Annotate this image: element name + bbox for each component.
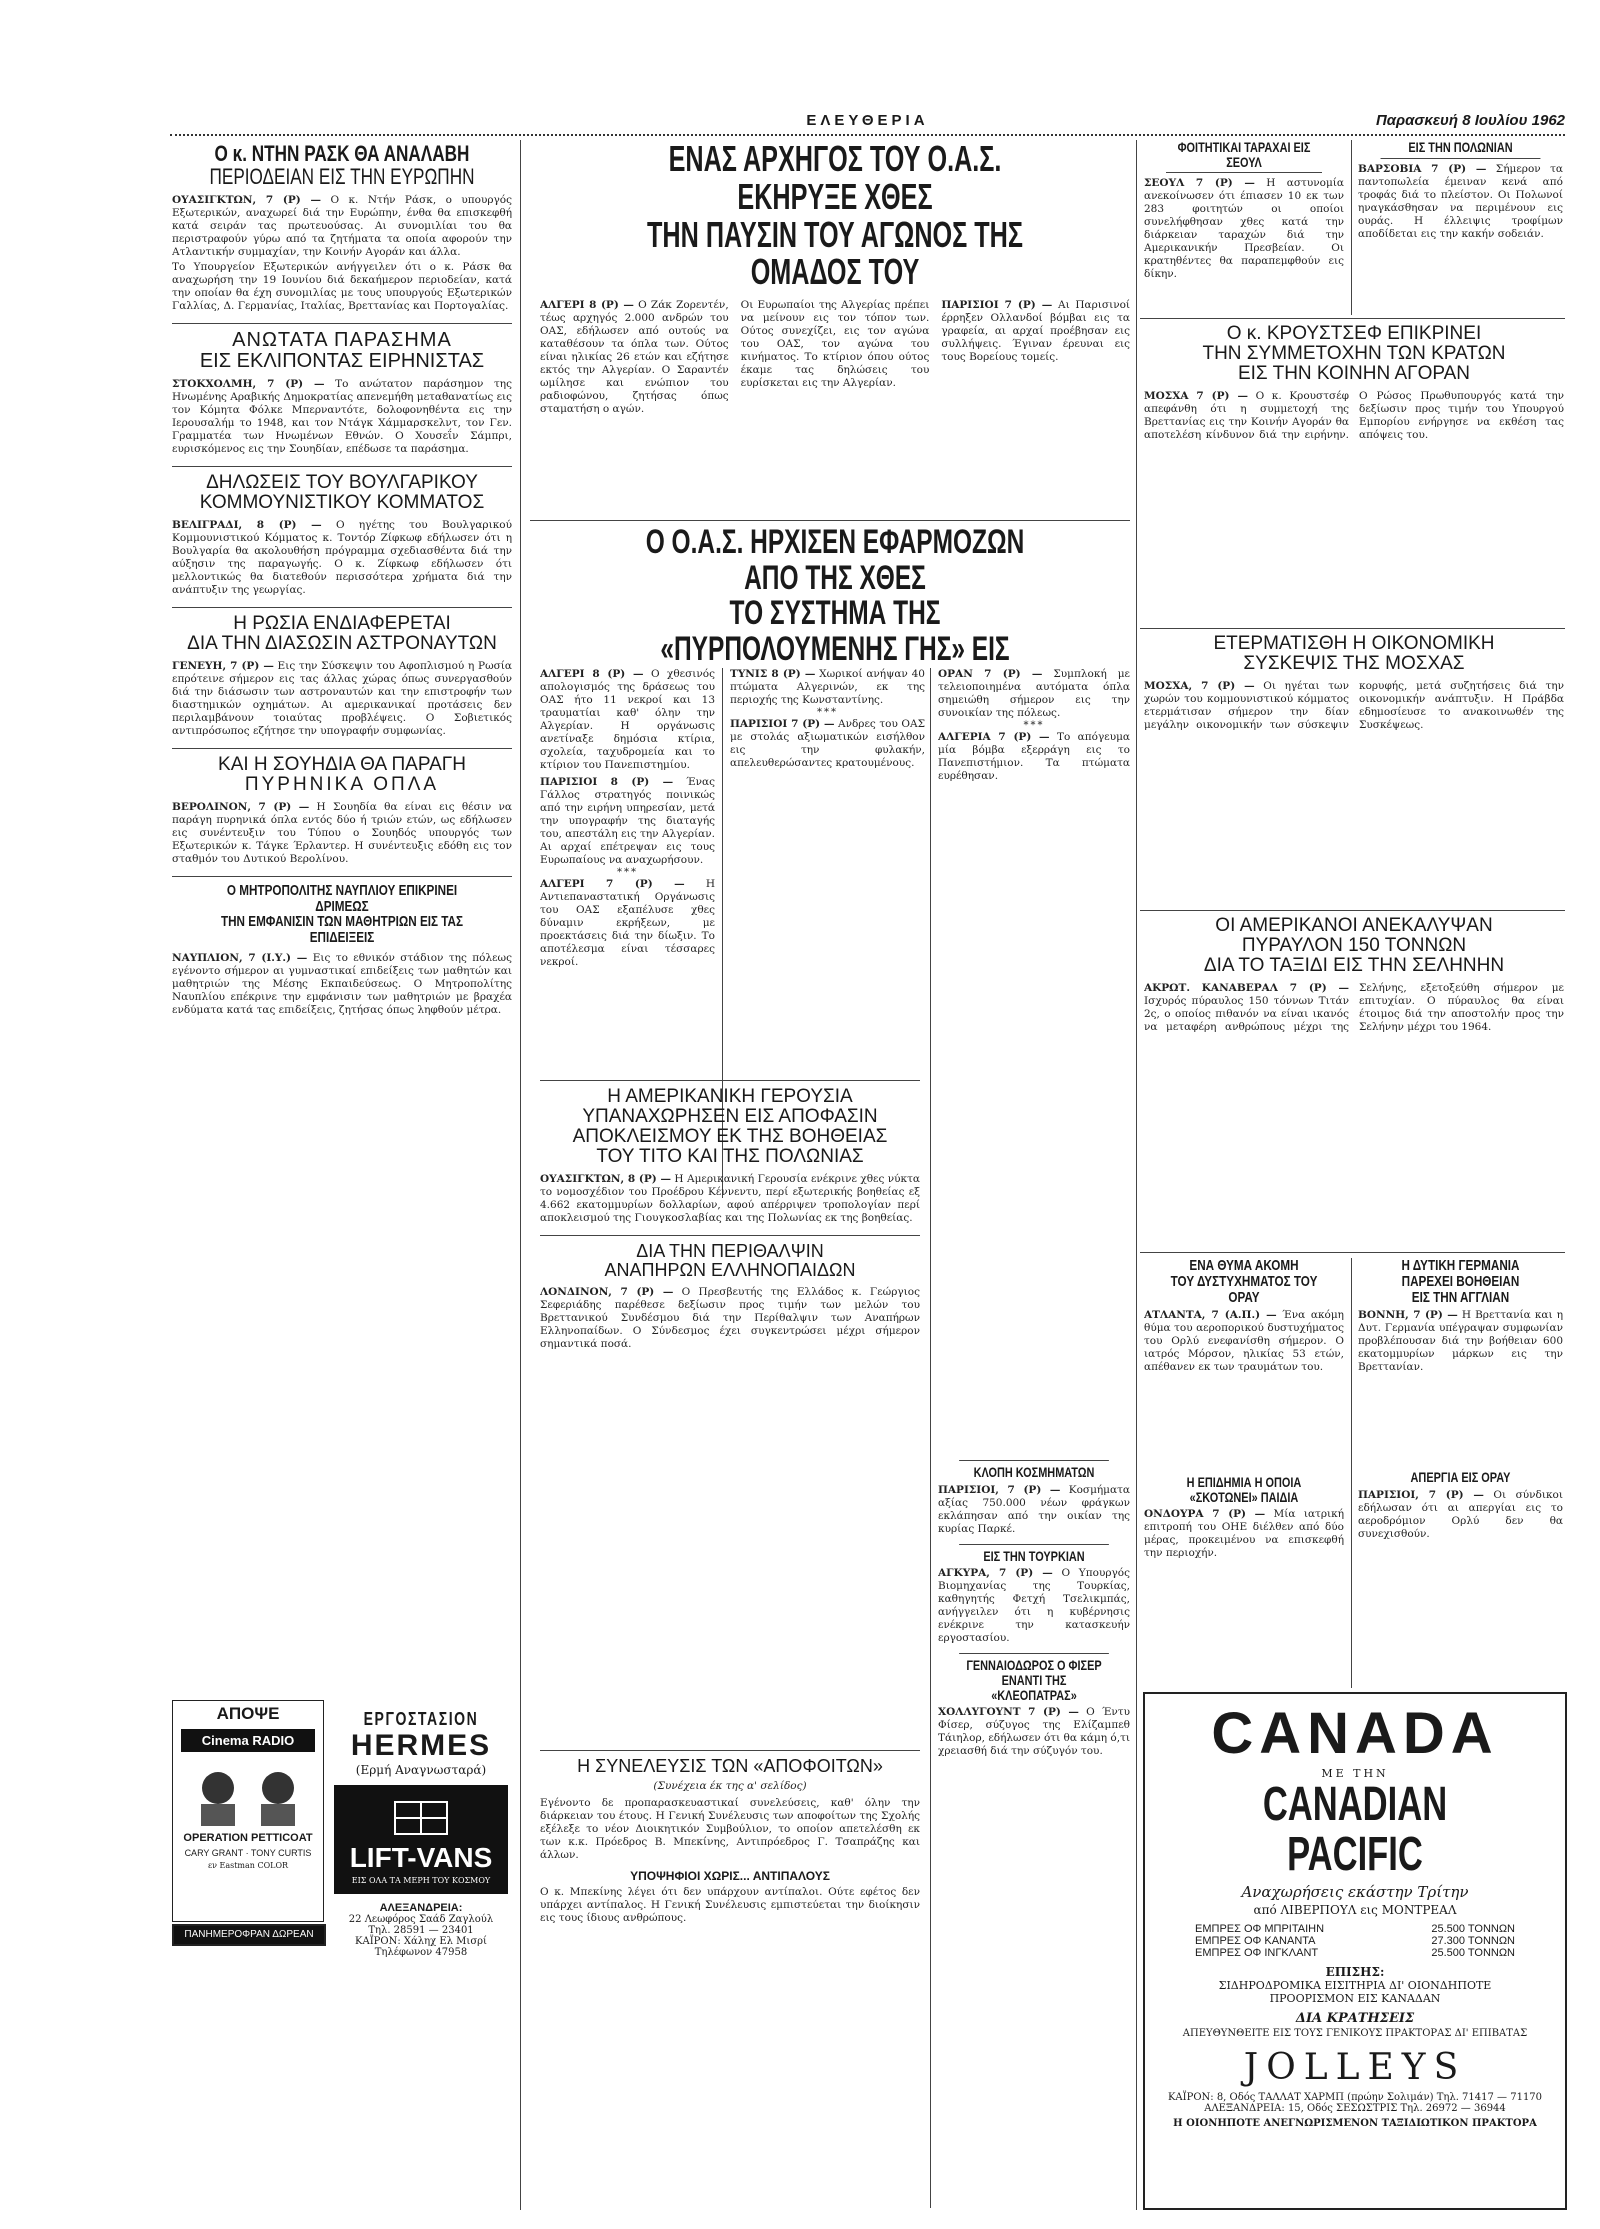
dateline: ΒΕΡΟΛΙΝΟΝ, 7 (Ρ) —	[172, 800, 310, 813]
article-text: Ο χθεσινός απολογισμός της δράσεως του ΟΑΣ ήτο 11 νεκροί και 13 τραυματίαι καθ' όλην την Αλγερίαν. Η οργάνωσις ανετίναξε δημόσια κτίρια, σχολεία, ταχυδρομεία και το κτίριον του Πανεπιστημίου.	[540, 668, 715, 771]
dateline: ΛΟΝΔΙΝΟΝ, 7 (Ρ) —	[540, 1285, 674, 1298]
article-scorched-2	[540, 776, 715, 867]
dateline: ΑΓΚΥΡΑ, 7 (Ρ) —	[938, 1567, 1053, 1580]
headline-scorched-earth-sub: ΤΟ ΣΥΣΤΗΜΑ ΤΗΣ «ΠΥΡΠΟΛΟΥΜΕΝΗΣ ΓΗΣ» ΕΙΣ	[660, 594, 1010, 665]
continued-note: (Συνέχεια έκ της α' σελίδος)	[653, 1779, 807, 1792]
ship-list	[1195, 1923, 1515, 1959]
headline-orly-victim: ΕΝΑ ΘΥΜΑ ΑΚΟΜΗ	[1189, 1258, 1299, 1274]
column-rule	[1351, 1258, 1352, 1688]
hermes-address-city: ΑΛΕΞΑΝΔΡΕΙΑ:	[379, 1901, 463, 1914]
ship-tonnage: 25.500 ΤΟΝΝΩΝ	[1431, 1946, 1515, 1959]
headline-orly-victim-sub: ΤΟΥ ΔΥΣΤΥΧΗΜΑΤΟΣ ΤΟΥ ΟΡΑΥ	[1170, 1272, 1318, 1306]
canadian-pacific-ad	[1143, 1692, 1567, 2210]
headline-senate-3: ΑΠΟΚΛΕΙΣΜΟΥ ΕΚ ΤΗΣ ΒΟΗΘΕΙΑΣ	[572, 1125, 888, 1147]
headline-jewels: ΚΛΟΠΗ ΚΟΣΜΗΜΑΤΩΝ	[959, 1460, 1109, 1480]
headline-sweden-sub: ΠΥΡΗΝΙΚΑ ΟΠΛΑ	[244, 773, 440, 795]
paper-name: ΕΛΕΥΘΕΡΙΑ	[806, 112, 929, 129]
film-title: OPERATION PETTICOAT	[183, 1831, 313, 1844]
column-rule	[1351, 140, 1352, 315]
article-candidates: Ο κ. Μπεκίνης λέγει ότι δεν υπάρχουν αντίπαλοι. Ούτε εφέτος δεν υπάρχει αντίπαλος. Η Γενική Συνέλευσις εμπιστεύεται την διοίκησιν εις τους ίδιους ανθρώπους.	[540, 1886, 920, 1925]
liftvans-box	[334, 1785, 508, 1894]
headline-rocket-3: ΔΙΑ ΤΟ ΤΑΞΙΔΙ ΕΙΣ ΤΗΝ ΣΕΛΗΝΗΝ	[1203, 954, 1505, 976]
headline-west-germany-3: ΕΙΣ ΤΗΝ ΑΓΓΛΙΑΝ	[1411, 1288, 1510, 1306]
divider	[172, 466, 512, 467]
ad-footer: Η ΟΙΟΝΗΠΟΤΕ ΑΝΕΓΝΩΡΙΣΜΕΝΟΝ ΤΑΞΙΔΙΩΤΙΚΟΝ ΠΡΑΚΤΟΡΑ	[1173, 2117, 1537, 2129]
article-seoul	[1144, 177, 1344, 281]
headline-bulgarian-sub: ΚΟΜΜΟΥΝΙΣΤΙΚΟΥ ΚΟΜΜΑΤΟΣ	[199, 492, 485, 514]
right-orly-victim	[1144, 1258, 1344, 1468]
headline-rusk: Ο κ. ΝΤΗΝ ΡΑΣΚ ΘΑ ΑΝΑΛΑΒΗ	[214, 141, 470, 166]
divider	[1140, 1252, 1565, 1253]
headline-fisher-sub: ΕΝΑΝΤΙ ΤΗΣ «ΚΛΕΟΠΑΤΡΑΣ»	[991, 1672, 1077, 1703]
headline-epidemic-sub: «ΣΚΟΤΩΝΕΙ» ΠΑΙΔΙΑ	[1189, 1488, 1299, 1505]
divider	[540, 1080, 920, 1081]
divider	[172, 323, 512, 324]
dateline: ΟΡΑΝ 7 (Ρ) —	[938, 668, 1043, 680]
right-west-germany	[1358, 1258, 1563, 1458]
hermes-address-phone: Τηλ. 28591 — 23401	[368, 1924, 474, 1936]
article-paris-prison	[730, 718, 925, 770]
dateline: ΒΑΡΣΟΒΙΑ 7 (Ρ) —	[1358, 162, 1487, 175]
article-epidemic	[1144, 1508, 1344, 1560]
divider	[1140, 910, 1565, 911]
free-banner: ΠΑΝΗΜΕΡΟΦΡΑΝ ΔΩΡΕΑΝ	[172, 1924, 326, 1946]
issue-date: Παρασκευή 8 Ιουλίου 1962	[1375, 112, 1565, 129]
center-headline-2	[540, 525, 1130, 665]
hermes-sub: (Ερμή Αναγνωσταρά)	[355, 1762, 487, 1777]
divider	[540, 1750, 920, 1751]
ad-canada-title: CANADA	[1211, 1701, 1499, 1766]
article-text: Συμπλοκή με τελειοποιημένα αυτόματα όπλα σημειώθη σήμερον εις την συνοικίαν της πόλεως.	[938, 668, 1130, 719]
article-text: Σήμερον τα παντοπωλεία έμειναν κενά από τροφάς διά το πλείστον. Οι Πολωνοί ηναγκάσθησαν να περιμένουν εις ουράς. Η έλλειψις τροφίμων αποδίδεται εις την κακήν σοδειάν.	[1358, 162, 1563, 240]
dateline: ΠΑΡΙΣΙΟΙ, 7 (Ρ) —	[938, 1483, 1061, 1496]
article-text: Εις το εθνικόν στάδιον της πόλεως εγένοντο σήμερον αι γυμναστικαί επιδείξεις των μαθητών και μαθητριών της Μέσης Εκπαιδεύσεως. Ο Μητροπολίτης Ναυπλίου επέκρινε την εμφάνισιν των μαθητριών με βραχέα ενδύματα κατά τας επιδείξεις, ζητήσας όπως ληφθούν μέτρα.	[172, 951, 512, 1016]
article-text: Ο κ. Κρουστσέφ απεφάνθη ότι η συμμετοχή της Βρεττανίας εις την Κοινήν Αγοράν θα αποτελέση κίνδυνον διά την ειρήνην. Ο Ρώσος Πρωθυπουργός κατά την δεξίωσιν προς τιμήν του Υπουργού Εμπορίου ενήργησε να εκθέση τας απόψεις του.	[1144, 389, 1564, 441]
dateline: ΟΥΑΣΙΓΚΤΩΝ, 7 (Ρ) —	[172, 194, 322, 207]
ship-name: ΕΜΠΡΕΣ ΟΦ ΚΑΝΑΝΤΑ	[1195, 1934, 1316, 1947]
dateline: ΑΚΡΩΤ. ΚΑΝΑΒΕΡΑΛ 7 (Ρ) —	[1144, 981, 1349, 994]
headline-graduates: Η ΣΥΝΕΛΕΥΣΙΣ ΤΩΝ «ΑΠΟΦΟΙΤΩΝ»	[577, 1756, 883, 1776]
article-text: Ο Ζάκ Ζορεντέν, τέως αρχηγός 2.000 ανδρών του ΟΑΣ, εδήλωσεν από ουτούς να καταθέσουν τα όπλα των. Ούτος είναι ηλικίας 26 ετών και εζήτησε εκτός την Αλγερίαν. Ο Σαραντέν ωμίλησε και ενώπιον του ραδιοφώνου, ζητήσας όπως σταματήση ο αγών.	[540, 299, 729, 416]
dateline: ΤΥΝΙΣ 8 (Ρ) —	[730, 668, 816, 680]
article-text: Ισχυρός πύραυλος 150 τόννων Τιτάν 2ς, ο οποίος πιθανόν να είναι ικανός να μεταφέρη ανθρώπους μέχρι της Σελήνης, εξετοξεύθη σήμερον με επιτυχίαν. Ο πύραυλος θα είναι έτοιμος διά την αποστολήν προς την Σελήνην μέχρι του 1964.	[1144, 981, 1564, 1033]
headline-orly-strike: ΑΠΕΡΓΙΑ ΕΙΣ ΟΡΑΥ	[1410, 1470, 1511, 1485]
dateline: ΣΕΟΥΛ 7 (Ρ) —	[1144, 177, 1255, 190]
hermes-name: HERMES	[350, 1728, 492, 1762]
film-poster-illustration	[183, 1758, 313, 1828]
headline-medals-sub: ΕΙΣ ΕΚΛΙΠΟΝΤΑΣ ΕΙΡΗΝΙΣΤΑΣ	[199, 350, 485, 373]
ad-rail-1: ΣΙΔΗΡΟΔΡΟΜΙΚΑ ΕΙΣΙΤΗΡΙΑ ΔΙ' ΟΙΟΝΔΗΠΟΤΕ	[1218, 1978, 1492, 1992]
ad-with: ΜΕ ΤΗΝ	[1321, 1767, 1389, 1780]
headline-disabled-children: ΔΙΑ ΤΗΝ ΠΕΡΙΘΑΛΨΙΝ	[636, 1240, 824, 1261]
dateline: ΜΟΣΧΑ, 7 (Ρ) —	[1144, 679, 1255, 692]
dateline: ΣΤΟΚΧΟΛΜΗ, 7 (Ρ) —	[172, 378, 325, 391]
separator-stars: ***	[617, 867, 638, 878]
article-oas-1	[540, 299, 729, 416]
ad-rail-2: ΠΡΟΟΡΙΣΜΟΝ ΕΙΣ ΚΑΝΑΔΑΝ	[1269, 1991, 1441, 2005]
right-khrushchev	[1144, 324, 1564, 624]
dateline: ΟΥΑΣΙΓΚΤΩΝ, 8 (Ρ) —	[540, 1172, 671, 1185]
cinema-name: Cinema RADIO	[181, 1729, 315, 1752]
article-oran	[938, 668, 1130, 720]
dateline: ΟΝΔΟΥΡΑ 7 (Ρ) —	[1144, 1508, 1266, 1521]
right-seoul	[1144, 140, 1344, 320]
separator-stars: ***	[1023, 720, 1045, 731]
ad-address-cairo: ΚΑΪΡΟΝ: 8, Οδός ΤΑΛΛΑΤ ΧΑΡΜΠ (πρώην Σολιμάν) Τηλ. 71417 — 71170	[1167, 2091, 1543, 2103]
ad-also: ΕΠΙΣΗΣ:	[1325, 1964, 1385, 1979]
article-bulgarian	[172, 519, 512, 597]
right-poland	[1358, 140, 1563, 320]
headline-khrushchev: Ο κ. ΚΡΟΥΣΤΣΕΦ ΕΠΙΚΡΙΝΕΙ	[1226, 324, 1482, 344]
right-rocket	[1144, 916, 1564, 1236]
headline-moscow-conference: ΕΤΕΡΜΑΤΙΣΘΗ Η ΟΙΚΟΝΟΜΙΚΗ	[1213, 634, 1495, 654]
article-orly-strike	[1358, 1489, 1563, 1541]
dateline: ΑΛΓΕΡΙ 7 (Ρ) —	[540, 878, 685, 890]
headline-senate: Η ΑΜΕΡΙΚΑΝΙΚΗ ΓΕΡΟΥΣΙΑ	[607, 1086, 853, 1107]
headline-khrushchev-2: ΤΗΝ ΣΥΜΜΕΤΟΧΗΝ ΤΩΝ ΚΡΑΤΩΝ	[1202, 342, 1506, 364]
ship-row	[1195, 1935, 1515, 1947]
headline-nafplio: Ο ΜΗΤΡΟΠΟΛΙΤΗΣ ΝΑΥΠΛΙΟΥ ΕΠΙΚΡΙΝΕΙ ΔΡΙΜΕΩΣ	[226, 881, 458, 915]
article-nafplio	[172, 952, 512, 1017]
ad-contact: ΑΠΕΥΘΥΝΘΕΙΤΕ ΕΙΣ ΤΟΥΣ ΓΕΝΙΚΟΥΣ ΠΡΑΚΤΟΡΑΣ ΔΙ' ΕΠΙΒΑΤΑΣ	[1182, 2027, 1528, 2039]
ad-route: από ΛΙΒΕΡΠΟΥΛ εις ΜΟΝΤΡΕΑΛ	[1253, 1902, 1457, 1917]
article-oas-2: Οι Ευρωπαίοι της Αλγερίας πρέπει να μείνουν εις τον τόπον των. Ούτος συνεχίζει, εις τον αγώνα του ΟΑΣ, τον αγώνα του κινήματος. Το κτίριον όπου ούτος έκαμε τας δηλώσεις του ευρίσκεται εις την Αλγερίαν.	[740, 299, 930, 390]
crate-icon	[391, 1794, 451, 1838]
divider	[172, 607, 512, 608]
article-text: Το ανώτατον παράσημον της Ηνωμένης Αραβικής Δημοκρατίας απενεμήθη μεταθανατίως εις τον Κόμητα Φόλκε Μπερναντότε, δολοφονηθέντα εις την Ιερουσαλήμ το 1948, και τον Ντάγκ Χάμμαρσκελντ, τον Γεν. Γραμματέα των Ηνωμένων Εθνών. Ο Χουσεΐν Σάμπρι, ευρισκόμενος εις την Σουηδίαν, επέδωσε τα παράσημα.	[172, 378, 512, 456]
article-text: Αι Παρισινοί έρρηξεν Ολλανδοί βόμβαι εις τα γραφεία, αι αρχαί προέβησαν εις συλλήψεις. Έγιναν έρευναι εις τους Βορείους τομείς.	[941, 299, 1130, 364]
article-khrushchev	[1144, 390, 1564, 442]
film-stars: CARY GRANT · TONY CURTIS	[184, 1847, 312, 1858]
article-scorched-3	[540, 878, 715, 969]
article-text: Οι σύνδικοι εδήλωσαν ότι αι απεργίαι εις το αεροδρόμιον Ορλύ δεν θα συνεχισθούν.	[1358, 1488, 1563, 1540]
dateline: ΑΛΓΕΡΙ 8 (Ρ) —	[540, 299, 634, 312]
center-sub-col-3	[938, 668, 1130, 1198]
dateline: ΠΑΡΙΣΙΟΙ 7 (Ρ) —	[730, 718, 835, 730]
article-disabled-children	[540, 1286, 920, 1351]
article-text: Μία ιατρική επιτροπή του ΟΗΕ διέλθεν από δύο μέρας, προκειμένου να επισκεφθή την περιοχήν.	[1144, 1508, 1344, 1560]
article-text: Ο Πρεσβευτής της Ελλάδος κ. Γεώργιος Σεφεριάδης παρέθεσε δεξίωσιν προς τιμήν των μελών του Βρεττανικού Συνδέσμου διά την Περίθαλψιν των Αναπήρων Ελληνοπαίδων. Ο Σύνδεσμος έχει συγκεντρώσει μέχρι σήμερον σημαντικά ποσά.	[540, 1285, 920, 1350]
article-tunis	[730, 668, 925, 707]
article-orly-victim	[1144, 1309, 1344, 1374]
article-sweden	[172, 801, 512, 866]
dateline: ΑΛΓΕΡΙ 8 (Ρ) —	[540, 668, 644, 680]
headline-rocket-2: ΠΥΡΑΥΛΟΝ 150 ΤΟΝΝΩΝ	[1241, 934, 1467, 956]
divider	[1140, 318, 1565, 319]
article-text: Η Σουηδία θα είναι εις θέσιν να παράγη πυρηνικά όπλα εντός δύο ή τριών ετών, ως εδήλωσεν εις συνέντευξιν του Τύπου ο Σουηδός υπουργός των Εξωτερικών κ. Τάγκε Έρλαντερ. Η συνέντευξις εδόθη εις τον σταθμόν του Δυτικού Βερολίνου.	[172, 800, 512, 865]
article-text: Ανδρες του ΟΑΣ με στολάς αξιωματικών εισήλθον εις την φυλακήν, απελευθερώσαντες κρατουμένους.	[730, 718, 925, 769]
hermes-ad	[330, 1700, 512, 2200]
headline-nafplio-sub: ΤΗΝ ΕΜΦΑΝΙΣΙΝ ΤΩΝ ΜΑΘΗΤΡΙΩΝ ΕΙΣ ΤΑΣ ΕΠΙΔΕΙΞΕΙΣ	[220, 913, 464, 947]
article-medals	[172, 378, 512, 456]
article-rocket	[1144, 982, 1564, 1034]
dateline: ΑΛΓΕΡΙΑ 7 (Ρ) —	[938, 731, 1050, 743]
ship-name: ΕΜΠΡΕΣ ΟΦ ΙΝΓΚΛΑΝΤ	[1195, 1946, 1319, 1959]
article-rusk-2: Το Υπουργείον Εξωτερικών ανήγγειλεν ότι ο κ. Ράσκ θα αναχωρήση την 19 Ιουνίου διά δεκαήμερον περιοδείαν, κατά την οποίαν θα έχη συνομιλίας με τους υπουργούς Εξωτερικών Γαλλίας, Δ. Γερμανίας, Ιταλίας, Βρεττανίας και Πορτογαλίας.	[172, 261, 512, 313]
right-epidemic	[1144, 1475, 1344, 1595]
article-text: Ένα ακόμη θύμα του αεροπορικού δυστυχήματος του Ορλύ ενεφανίσθη σήμερον. Ο ιατρός Μόρσον, ηλικίας 53 ετών, απέθανεν εκ των τραυμάτων του.	[1144, 1309, 1344, 1374]
hermes-address-cairo: ΚΑΪΡΟΝ: Χάληχ Ελ Μισρί	[355, 1935, 487, 1947]
ad-agent: JOLLEYS	[1243, 2046, 1467, 2088]
divider	[530, 520, 1130, 521]
dateline: ΧΟΛΛΥΓΟΥΝΤ 7 (Ρ) —	[938, 1706, 1079, 1719]
dateline: ΠΑΡΙΣΙΟΙ, 7 (Ρ) —	[1358, 1488, 1484, 1501]
headline-rusk-sub: ΠΕΡΙΟΔΕΙΑΝ ΕΙΣ ΤΗΝ ΕΥΡΩΠΗΝ	[209, 164, 475, 190]
headline-medals: ΑΝΩΤΑΤΑ ΠΑΡΑΣΗΜΑ	[232, 329, 452, 352]
film-color: εν Eastman COLOR	[207, 1860, 289, 1870]
article-poland	[1358, 163, 1563, 241]
article-algeria	[938, 731, 1130, 783]
center-graduates	[540, 1750, 920, 2210]
center-senate	[540, 1080, 920, 1440]
article-text: Ένας Γάλλος στρατηγός ποινικώς από την ειρήνη υπηρεσίαν, μετά την υπογραφήν της διαταγής του, απεστάλη εις την Αλγερίαν. Αι αρχαί επέτρεψαν εις τους Ευρωπαίους να αναχωρήσουν.	[540, 776, 715, 866]
liftvans-title: LIFT-VANS	[349, 1841, 493, 1873]
dateline: ΒΟΝΝΗ, 7 (Ρ) —	[1358, 1309, 1458, 1322]
ship-row	[1195, 1923, 1515, 1935]
article-text: Χωρικοί ανήψαν 40 πτώματα Αλγερινών, εκ της περιοχής της Κωνσταντίνης.	[730, 668, 925, 706]
article-text: Η Αμερικανική Γερουσία ενέκρινε χθες νύκτα το νομοσχέδιον του Προέδρου Κέννεντυ, περί εξωτερικής βοηθείας εξ 4.662 εκατομμυρίων δολλαρίων, αφού απέρριψεν τροπολογίαν περί αποκλεισμού της Γιουγκοσλαβίας και της Πολωνίας εκ της βοηθείας.	[540, 1172, 920, 1224]
ship-tonnage: 27.300 ΤΟΝΝΩΝ	[1431, 1934, 1515, 1947]
article-west-germany	[1358, 1309, 1563, 1374]
ad-bookings: ΔΙΑ ΚΡΑΤΗΣΕΙΣ	[1295, 2010, 1415, 2026]
article-fisher	[938, 1706, 1130, 1758]
divider	[172, 748, 512, 749]
article-text: Η Αντιεπαναστατική Οργάνωσις του ΟΑΣ εξαπέλυσε χθες δύναμιν εκρήξεων, με προεκτάσεις διά την δίωξιν. Το αποτέλεσμα είναι τέσσαρες νεκροί.	[540, 878, 715, 968]
hermes-address-phone-2: Τηλέφωνον 47958	[374, 1946, 468, 1958]
separator-stars: ***	[817, 707, 838, 718]
article-text: Κοσμήματα αξίας 750.000 νέων φράγκων εκλάπησαν από την οικίαν της κυρίας Παρκέ.	[938, 1483, 1130, 1535]
article-text: Το απόγευμα μία βόμβα εξερράγη εις το Πανεπιστήμιον. Τα πτώματα ευρέθησαν.	[938, 731, 1130, 782]
article-text: Ο κ. Ντήν Ράσκ, ο υπουργός Εξωτερικών, αναχωρεί διά την Ευρώπην, ένθα θα επισκεφθή κατά σειράν τας πρωτευούσας. Αι συνομιλίαι του θα περιστραφούν γύρω από τα ζητήματα τα οποία αφορούν την Ατλαντικήν συμμαχίαν, την Κοινήν Αγοράν και άλλα.	[172, 194, 512, 259]
article-text: Η αστυνομία ανεκοίνωσεν ότι έπιασεν 10 εκ των 283 φοιτητών οι οποίοι συνελήφθησαν χθες κατά την διάρκειαν ταραχών διά την Αμερικανικήν Πρεσβείαν. Οι κρατηθέντες θα παραπεμφθούν εις δίκην.	[1144, 177, 1344, 281]
masthead	[170, 112, 1565, 136]
article-rusk	[172, 194, 512, 259]
article-russia	[172, 660, 512, 738]
headline-seoul: ΦΟΙΤΗΤΙΚΑΙ ΤΑΡΑΧΑΙ ΕΙΣ ΣΕΟΥΛ	[1166, 140, 1322, 173]
article-jewels	[938, 1484, 1130, 1536]
subhead-candidates: ΥΠΟΨΗΦΙΟΙ ΧΩΡΙΣ... ΑΝΤΙΠΑΛΟΥΣ	[630, 1868, 830, 1883]
article-turkey	[938, 1567, 1130, 1645]
oas-article-columns	[540, 299, 1130, 416]
article-text: Η Βρεττανία και η Δυτ. Γερμανία υπέγραψαν συμφωνίαν προβλέπουσαν διά την βοήθειαν 600 εκατομμυρίων μάρκων εις την Βρεττανίαν.	[1358, 1309, 1563, 1374]
ad-company: CANADIAN PACIFIC	[1262, 1778, 1448, 1882]
ad-departures: Αναχωρήσεις εκάστην Τρίτην	[1241, 1882, 1469, 1901]
hermes-address-street: 22 Λεωφόρος Σαάδ Ζαγλούλ	[348, 1913, 494, 1925]
headline-epidemic: Η ΕΠΙΔΗΜΙΑ Η ΟΠΟΙΑ	[1186, 1475, 1302, 1490]
ship-tonnage: 25.500 ΤΟΝΝΩΝ	[1431, 1922, 1515, 1935]
article-text: Εις την Σύσκεψιν του Αφοπλισμού η Ρωσία επρότεινε σήμερον εις τας άλλας χώρας όπως συνεργασθούν διά την διάσωσιν των αστροναυτών και την επιστροφήν των διαστημικών οχημάτων. Αι αμερικανικαί προτάσεις δεν περιλαμβάνουν τοιαύτας προβλέψεις. Ο Σοβιετικός αντιπρόσωπος εζήτησε την υπογραφήν συμφωνίας.	[172, 659, 512, 737]
article-graduates: Εγένοντο δε προπαρασκευαστικαί συνελεύσεις, καθ' όλην την διάρκειαν του έτους. Η Γενική Συνέλευσις των αποφοίτων της Σχολής εξέλεξε το νέον Διοικητικόν Συμβούλιον, το οποίον απετελέσθη εκ των κ.κ. Πρόεδρος Β. Μπεκίνης, Αντιπρόεδρος Γ. Τσαπράζης και άλλων.	[540, 1796, 920, 1861]
headline-senate-2: ΥΠΑΝΑΧΩΡΗΣΕΝ ΕΙΣ ΑΠΟΦΑΣΙΝ	[582, 1105, 878, 1127]
headline-moscow-conference-sub: ΣΥΣΚΕΨΙΣ ΤΗΣ ΜΟΣΧΑΣ	[1243, 652, 1465, 674]
ship-row	[1195, 1947, 1515, 1959]
dateline: ΑΤΛΑΝΤΑ, 7 (Α.Π.) —	[1144, 1309, 1277, 1322]
headline-bulgarian: ΔΗΛΩΣΕΙΣ ΤΟΥ ΒΟΥΛΓΑΡΙΚΟΥ	[206, 472, 478, 494]
dateline: ΝΑΥΠΛΙΟΝ, 7 (Ι.Υ.) —	[172, 951, 308, 964]
headline-poland: ΕΙΣ ΤΗΝ ΠΟΛΩΝΙΑΝ	[1381, 140, 1541, 159]
headline-west-germany: Η ΔΥΤΙΚΗ ΓΕΡΜΑΝΙΑ	[1401, 1258, 1520, 1274]
dateline: ΠΑΡΙΣΙΟΙ 8 (Ρ) —	[540, 776, 674, 788]
liftvans-sub: ΕΙΣ ΟΛΑ ΤΑ ΜΕΡΗ ΤΟΥ ΚΟΣΜΟΥ	[351, 1875, 491, 1885]
headline-sweden: ΚΑΙ Η ΣΟΥΗΔΙΑ ΘΑ ΠΑΡΑΓΗ	[218, 753, 466, 775]
article-text: Ο Υπουργός Βιομηχανίας της Τουρκίας, καθηγητής Φετχή Τσελικμπάς, ανήγγειλεν ότι η κυβέρνησις ενέκρινε την κατασκευήν εργοστασίου.	[938, 1567, 1130, 1645]
headline-fisher: ΓΕΝΝΑΙΟΔΩΡΟΣ Ο ΦΙΣΕΡ	[959, 1653, 1109, 1673]
article-senate	[540, 1173, 920, 1225]
ship-name: ΕΜΠΡΕΣ ΟΦ ΜΠΡΙΤΑΙΗΝ	[1195, 1922, 1325, 1935]
headline-disabled-children-sub: ΑΝΑΠΗΡΩΝ ΕΛΛΗΝΟΠΑΙΔΩΝ	[604, 1259, 856, 1280]
dateline: ΠΑΡΙΣΙΟΙ 7 (Ρ) —	[941, 299, 1053, 312]
column-rule	[930, 668, 931, 2208]
right-orly-strike	[1358, 1470, 1563, 1600]
column-rule	[1136, 140, 1137, 2210]
headline-russia-sub: ΔΙΑ ΤΗΝ ΔΙΑΣΩΣΙΝ ΑΣΤΡΟΝΑΥΤΩΝ	[187, 633, 497, 654]
headline-turkey: ΕΙΣ ΤΗΝ ΤΟΥΡΚΙΑΝ	[959, 1544, 1109, 1564]
article-oas-3	[941, 299, 1130, 416]
article-text: Οι ηγέται των χωρών του κομμουνιστικού κόμματος ετερμάτισαν σήμερον την δίαν μεγάλην οικονομικήν των σύσκεψιν κορυφής, μετά συζητήσεις διά την οικονομικήν ανάπτυξιν. Η Πράβδα εδημοσίευσε το ανακοινωθέν της Συσκέψεως.	[1144, 679, 1564, 731]
cinema-ad	[172, 1700, 324, 1922]
headline-rocket: ΟΙ ΑΜΕΡΙΚΑΝΟΙ ΑΝΕΚΑΛΥΨΑΝ	[1215, 916, 1493, 936]
article-moscow-conference	[1144, 680, 1564, 732]
dateline: ΓΕΝΕΥΗ, 7 (Ρ) —	[172, 659, 274, 672]
dateline: ΒΕΛΙΓΡΑΔΙ, 8 (Ρ) —	[172, 519, 322, 532]
divider	[540, 1235, 920, 1236]
divider	[1140, 628, 1565, 629]
article-text: Ο Έντυ Φίσερ, σύζυγος της Ελίζαμπεθ Τάιηλορ, εδήλωσεν ότι θα κάμη ό,τι χρειασθή διά την σύζυγόν του.	[938, 1706, 1130, 1758]
headline-oas-chief: ΕΝΑΣ ΑΡΧΗΓΟΣ ΤΟΥ Ο.Α.Σ. ΕΚΗΡΥΞΕ ΧΘΕΣ	[668, 140, 1002, 217]
column-rule	[520, 140, 521, 2210]
headline-khrushchev-3: ΕΙΣ ΤΗΝ ΚΟΙΝΗΝ ΑΓΟΡΑΝ	[1237, 362, 1471, 384]
ad-title: ΑΠΟΨΕ	[216, 1704, 280, 1723]
ad-address-alexandria: ΑΛΕΞΑΝΔΡΕΙΑ: 15, Οδός ΣΕΣΩΣΤΡΙΣ Τηλ. 26972 — 36944	[1204, 2102, 1506, 2114]
headline-west-germany-2: ΠΑΡΕΧΕΙ ΒΟΗΘΕΙΑΝ	[1401, 1272, 1520, 1290]
headline-russia: Η ΡΩΣΙΑ ΕΝΔΙΑΦΕΡΕΤΑΙ	[233, 613, 451, 635]
article-text: Ο ηγέτης του Βουλγαρικού Κομμουνιστικού Κόμματος κ. Τοντόρ Ζίφκωφ εδήλωσεν ότι η Βουλγαρία θα ακολουθήση πρόγραμμα σχεδιασθέντα διά την αύξησιν της παραγωγής. Ο κ. Ζίφκωφ εδήλωσεν ότι μελλοντικώς θα διατεθούν περισσότερα χρήματα διά την ανάπτυξιν της γεωργίας.	[172, 519, 512, 597]
dateline: ΜΟΣΧΑ 7 (Ρ) —	[1144, 389, 1248, 402]
hermes-heading: ΕΡΓΟΣΤΑΣΙΟΝ	[363, 1709, 479, 1729]
headline-oas-chief-sub: ΤΗΝ ΠΑΥΣΙΝ ΤΟΥ ΑΓΩΝΟΣ ΤΗΣ ΟΜΑΔΟΣ ΤΟΥ	[647, 213, 1023, 293]
headline-senate-4: ΤΟΥ ΤΙΤΟ ΚΑΙ ΤΗΣ ΠΟΛΩΝΙΑΣ	[596, 1145, 864, 1167]
article-scorched-1	[540, 668, 715, 772]
divider	[172, 876, 512, 877]
center-narrow-lower	[938, 1460, 1130, 2210]
right-moscow-conference	[1144, 634, 1564, 904]
headline-scorched-earth: Ο Ο.Α.Σ. ΗΡΧΙΣΕΝ ΕΦΑΡΜΟΖΩΝ ΑΠΟ ΤΗΣ ΧΘΕΣ	[645, 525, 1025, 597]
